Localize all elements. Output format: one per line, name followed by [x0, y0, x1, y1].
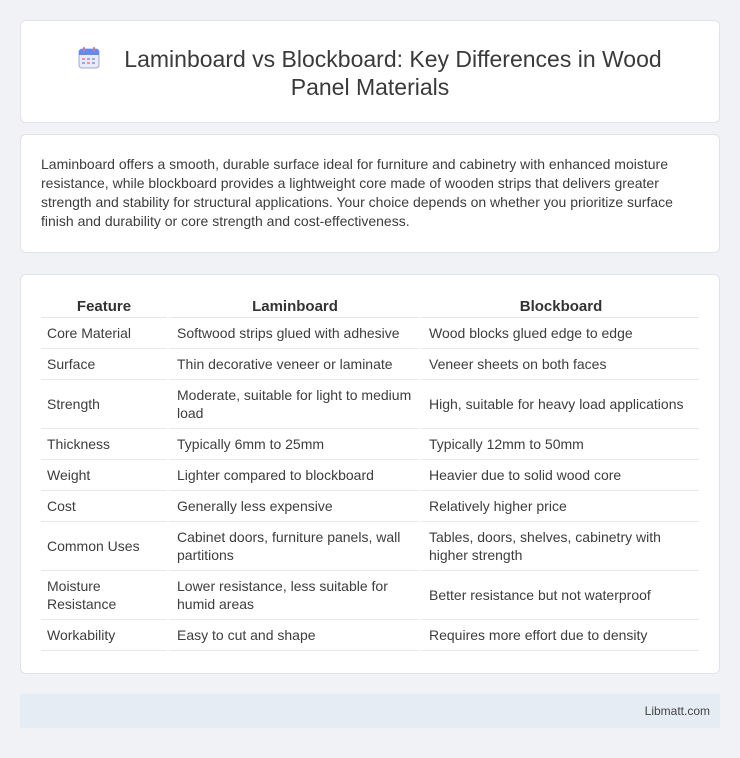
table-row: [41, 460, 699, 491]
table-row: [41, 491, 699, 522]
cell-feature: Workability: [41, 620, 167, 651]
cell-feature: Core Material: [41, 318, 167, 349]
table-row: [41, 522, 699, 571]
cell-laminboard: Moderate, suitable for light to medium load: [167, 380, 419, 429]
comparison-table: [41, 295, 699, 651]
page-title: Laminboard vs Blockboard: Key Differences in Wood Panel Materials: [124, 46, 662, 100]
cell-laminboard: Generally less expensive: [167, 491, 419, 522]
cell-feature: Cost: [41, 491, 167, 522]
header-feature: Feature: [41, 295, 167, 318]
table-row: [41, 380, 699, 429]
cell-feature: Surface: [41, 349, 167, 380]
cell-laminboard: Cabinet doors, furniture panels, wall partitions: [167, 522, 419, 571]
cell-feature: Common Uses: [41, 522, 167, 571]
footer: [20, 694, 720, 728]
intro-card: [20, 134, 720, 253]
cell-feature: Strength: [41, 380, 167, 429]
intro-paragraph: Laminboard offers a smooth, durable surface ideal for furniture and cabinetry with enhanced moisture resistance, while blockboard provides a lightweight core made of wooden strips that delivers greater strength and stability for structural applications. Your choice depends on whether you prioritize surface finish and durability or core strength and cost-effectiveness.: [41, 156, 673, 229]
cell-laminboard: Typically 6mm to 25mm: [167, 429, 419, 460]
header-card: [20, 20, 720, 123]
calendar-icon: [78, 47, 100, 69]
header-laminboard: Laminboard: [167, 295, 419, 318]
table-row: [41, 349, 699, 380]
table-row: [41, 620, 699, 651]
table-row: [41, 318, 699, 349]
footer-site-link[interactable]: Libmatt.com: [644, 704, 710, 718]
cell-blockboard: Typically 12mm to 50mm: [419, 429, 699, 460]
cell-feature: Moisture Resistance: [41, 571, 167, 620]
comparison-card: [20, 274, 720, 674]
table-header-row: [41, 295, 699, 318]
cell-blockboard: Veneer sheets on both faces: [419, 349, 699, 380]
table-row: [41, 429, 699, 460]
cell-feature: Weight: [41, 460, 167, 491]
title-wrap: [61, 45, 679, 101]
cell-blockboard: Wood blocks glued edge to edge: [419, 318, 699, 349]
cell-laminboard: Lower resistance, less suitable for humid areas: [167, 571, 419, 620]
cell-blockboard: Heavier due to solid wood core: [419, 460, 699, 491]
cell-blockboard: High, suitable for heavy load applications: [419, 380, 699, 429]
cell-blockboard: Requires more effort due to density: [419, 620, 699, 651]
cell-blockboard: Tables, doors, shelves, cabinetry with higher strength: [419, 522, 699, 571]
cell-laminboard: Easy to cut and shape: [167, 620, 419, 651]
cell-blockboard: Relatively higher price: [419, 491, 699, 522]
table-row: [41, 571, 699, 620]
cell-feature: Thickness: [41, 429, 167, 460]
header-blockboard: Blockboard: [419, 295, 699, 318]
cell-laminboard: Thin decorative veneer or laminate: [167, 349, 419, 380]
cell-laminboard: Lighter compared to blockboard: [167, 460, 419, 491]
cell-blockboard: Better resistance but not waterproof: [419, 571, 699, 620]
cell-laminboard: Softwood strips glued with adhesive: [167, 318, 419, 349]
